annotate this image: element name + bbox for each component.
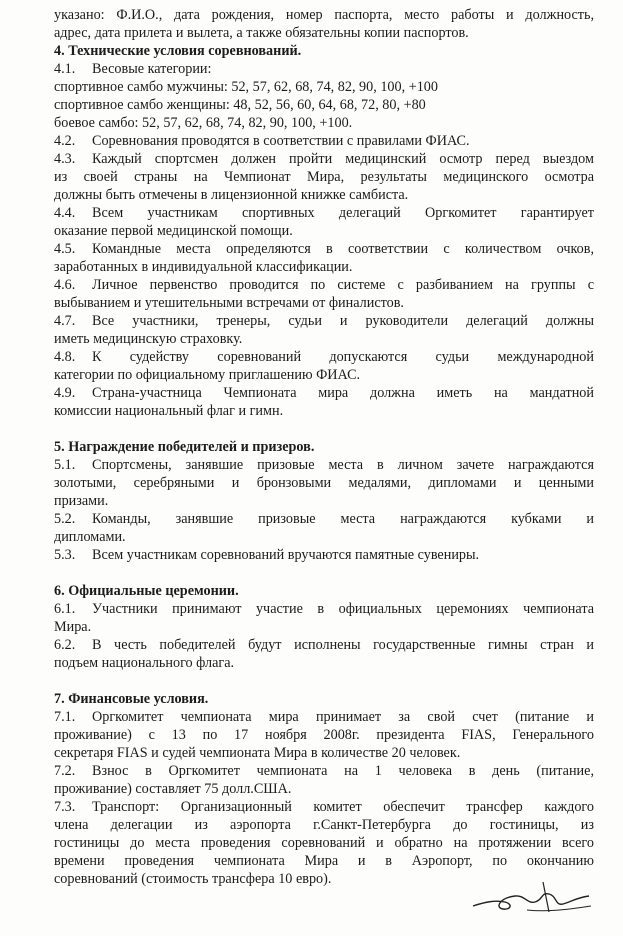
clause-number: 4.2. [54,133,76,149]
text-line [54,78,594,96]
text-line [54,780,594,798]
text-line [54,834,594,852]
line-text: категории по официальному приглашению ФИАС. [54,367,361,383]
text-line [54,240,594,258]
text-line [54,654,594,672]
clause-number: 5.3. [54,547,76,563]
clause-number: 4.9. [54,385,76,401]
handwritten-signature [465,862,595,922]
line-text: призами. [54,493,109,509]
section-heading [54,690,594,708]
line-text: времени проведения чемпионата Мира и в Аэропорт, по окончанию [54,853,594,869]
text-line [54,636,594,654]
text-line [54,384,594,402]
paragraph-gap [54,672,594,690]
line-text: иметь медицинскую страховку. [54,331,243,347]
line-text: Взнос в Оргкомитет чемпионата на 1 человека в день (питание, [92,763,594,779]
line-text: золотыми, серебряными и бронзовыми медалями, дипломами и ценными [54,475,594,491]
text-line [54,24,594,42]
text-line [54,474,594,492]
line-text: 6. Официальные церемонии. [54,583,239,599]
line-text: Транспорт: Организационный комитет обеспечит трансфер каждого [92,799,594,815]
clause-number: 4.5. [54,241,76,257]
clause-number: 4.8. [54,349,76,365]
text-line [54,168,594,186]
line-text: В честь победителей будут исполнены государственные гимны стран и [92,637,594,653]
line-text: адрес, дата прилета и вылета, а также обязательны копии паспортов. [54,25,469,41]
line-text: гостиницы до места проведения соревнований и обратно на протяжении всего [54,835,594,851]
line-text: К судейству соревнований допускаются судьи международной [92,349,594,365]
clause-number: 4.1. [54,61,76,77]
text-line [54,96,594,114]
text-line [54,294,594,312]
text-line [54,744,594,762]
clause-number: 4.7. [54,313,76,329]
line-text: боевое самбо: 52, 57, 62, 68, 74, 82, 90, 100, +100. [54,115,353,131]
text-line [54,708,594,726]
clause-number: 5.2. [54,511,76,527]
line-text: Командные места определяются в соответствии с количеством очков, [92,241,594,257]
line-text: секретаря FIAS и судей чемпионата Мира в количестве 20 человек. [54,745,461,761]
text-line [54,330,594,348]
text-line [54,798,594,816]
line-text: Оргкомитет чемпионата мира принимает за свой счет (питание и [92,709,594,725]
line-text: Спортсмены, занявшие призовые места в личном зачете награждаются [92,457,594,473]
text-line [54,204,594,222]
clause-number: 7.3. [54,799,76,815]
line-text: должны быть отмечены в лицензионной книжке самбиста. [54,187,409,203]
text-line [54,762,594,780]
line-text: указано: Ф.И.О., дата рождения, номер паспорта, место работы и должность, [54,7,594,23]
line-text: члена делегации из аэропорта г.Санкт-Петербурга до гостиницы, из [54,817,594,833]
clause-number: 7.1. [54,709,76,725]
line-text: подъем национального флага. [54,655,235,671]
text-line [54,150,594,168]
line-text: 5. Награждение победителей и призеров. [54,439,315,455]
line-text: Всем участникам спортивных делегаций Оргкомитет гарантирует [92,205,594,221]
line-text: спортивное самбо мужчины: 52, 57, 62, 68, 74, 82, 90, 100, +100 [54,79,438,95]
text-line [54,60,594,78]
text-line [54,402,594,420]
line-text: Соревнования проводятся в соответствии с правилами ФИАС. [92,133,470,149]
text-line [54,132,594,150]
text-line [54,312,594,330]
text-line [54,348,594,366]
clause-number: 6.1. [54,601,76,617]
line-text: заработанных в индивидуальной классификации. [54,259,353,275]
paragraph-gap [54,564,594,582]
line-text: Весовые категории: [92,61,212,77]
line-text: Страна-участница Чемпионата мира должна иметь на мандатной [92,385,594,401]
line-text: проживание) составляет 75 долл.США. [54,781,292,797]
line-text: Участники принимают участие в официальных церемониях чемпионата [92,601,594,617]
text-line [54,6,594,24]
text-line [54,456,594,474]
text-line [54,528,594,546]
line-text: комиссии национальный флаг и гимн. [54,403,284,419]
clause-number: 5.1. [54,457,76,473]
section-heading [54,582,594,600]
text-line [54,222,594,240]
text-line [54,114,594,132]
text-line [54,546,594,564]
text-line [54,618,594,636]
document-page [54,6,594,888]
line-text: выбыванием и утешительными встречами от финалистов. [54,295,404,311]
text-line [54,492,594,510]
line-text: Все участники, тренеры, судьи и руководители делегаций должны [92,313,594,329]
clause-number: 4.3. [54,151,76,167]
text-line [54,726,594,744]
text-line [54,186,594,204]
line-text: Личное первенство проводится по системе с разбиванием на группы с [92,277,594,293]
line-text: Всем участникам соревнований вручаются памятные сувениры. [92,547,480,563]
section-heading [54,42,594,60]
line-text: из своей страны на Чемпионат Мира, результаты медицинского осмотра [54,169,594,185]
line-text: 7. Финансовые условия. [54,691,209,707]
paragraph-gap [54,420,594,438]
line-text: оказание первой медицинской помощи. [54,223,293,239]
line-text: дипломами. [54,529,126,545]
text-line [54,366,594,384]
text-line [54,258,594,276]
clause-number: 4.4. [54,205,76,221]
line-text: спортивное самбо женщины: 48, 52, 56, 60, 64, 68, 72, 80, +80 [54,97,426,113]
clause-number: 4.6. [54,277,76,293]
line-text: 4. Технические условия соревнований. [54,43,302,59]
line-text: проживание) с 13 по 17 ноября 2008г. президента FIAS, Генерального [54,727,594,743]
line-text: соревнований (стоимость трансфера 10 евро). [54,871,332,887]
section-heading [54,438,594,456]
text-line [54,276,594,294]
line-text: Каждый спортсмен должен пройти медицинский осмотр перед выездом [92,151,594,167]
clause-number: 6.2. [54,637,76,653]
line-text: Команды, занявшие призовые места награждаются кубками и [92,511,594,527]
line-text: Мира. [54,619,92,635]
text-line [54,510,594,528]
text-line [54,600,594,618]
clause-number: 7.2. [54,763,76,779]
text-line [54,816,594,834]
